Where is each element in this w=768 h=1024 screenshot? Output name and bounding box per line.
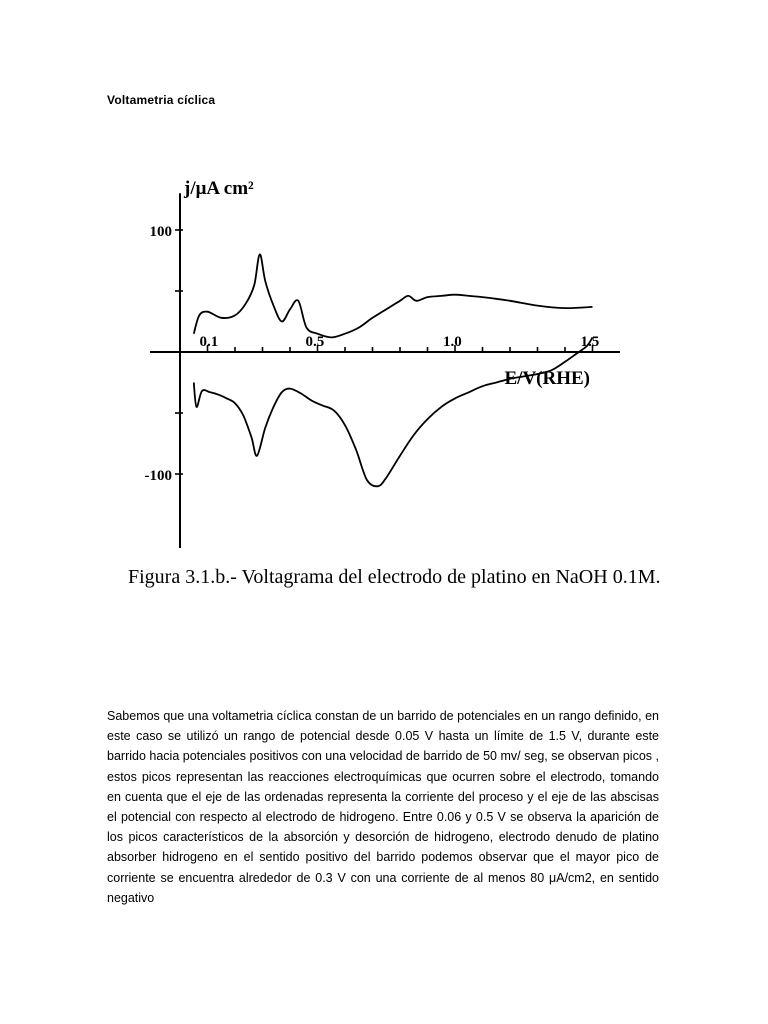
body-paragraph: Sabemos que una voltametria cíclica constan de un barrido de potenciales en un rango definido, en este caso se utilizó un rango de potencial desde 0.05 V hasta un límite de 1.5 V, durante este barrido hacia potenciales positivos con una velocidad de barrido de 50 mv/ seg, se observan picos , estos picos representan las reacciones electroquímicas que ocurren sobre el electrodo, tomando en cuenta que el eje de las ordenadas representa la corriente del proceso y el eje de las abscisas el potencial con respecto al electrodo de hidrogeno. Entre 0.06 y 0.5 V se observa la aparición de los picos característicos de la absorción y desorción de hidrogeno, electrodo denudo de platino absorber hidrogeno en el sentido positivo del barrido podemos observar que el mayor pico de corriente se encuentra alrededor de 0.3 V con una corriente de al menos 80 μA/cm2, en sentido negativo: [107, 709, 659, 905]
x-tick-label: 0.1: [199, 334, 219, 350]
x-tick-label: 0.5: [305, 334, 325, 350]
x-axis-label: E/V(RHE): [504, 368, 590, 389]
x-tick-label: 1.0: [443, 334, 462, 350]
x-tick-label: 1.5: [580, 334, 600, 350]
figure-caption: Figura 3.1.b.- Voltagrama del electrodo de platino en NaOH 0.1M.: [128, 566, 661, 588]
voltammogram-chart: [120, 160, 620, 560]
y-axis-label: j/μA cm²: [184, 178, 254, 199]
cathodic-sweep-line: [194, 337, 593, 486]
anodic-sweep-line: [194, 254, 593, 337]
y-tick-label: -100: [144, 468, 172, 484]
section-heading: Voltametria cíclica: [107, 93, 216, 107]
voltammogram-figure: [120, 160, 620, 560]
y-tick-label: 100: [149, 224, 172, 240]
